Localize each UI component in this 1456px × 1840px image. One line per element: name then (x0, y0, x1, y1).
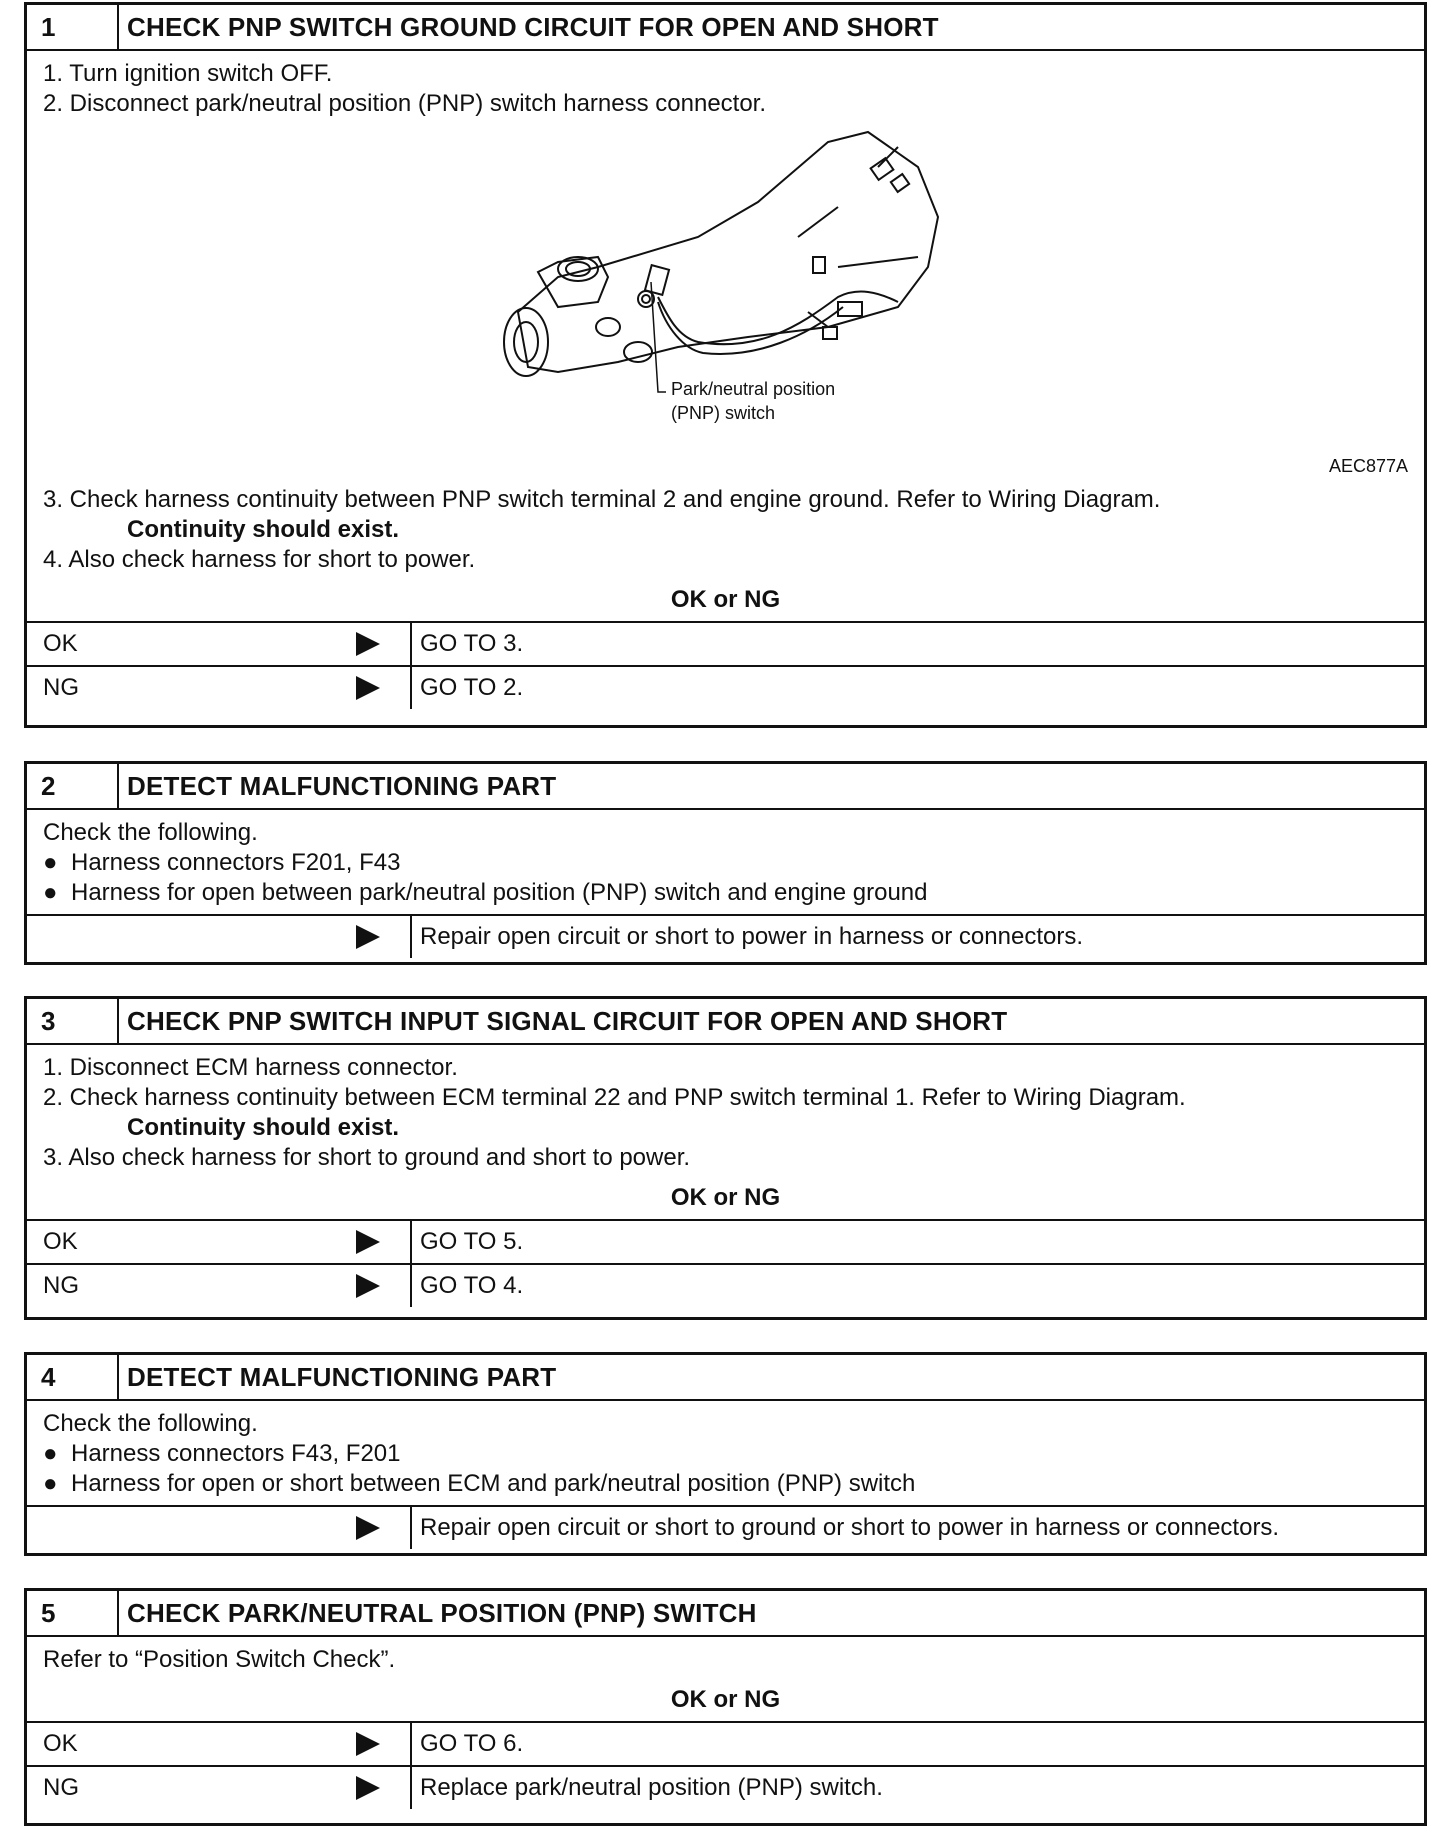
step-5 (24, 1588, 1427, 1826)
result-label: NG (43, 1774, 79, 1801)
arrow-right-icon (356, 1274, 380, 1298)
result-row-ng[interactable] (27, 1263, 1424, 1307)
step-title: CHECK PNP SWITCH INPUT SIGNAL CIRCUIT FOR OPEN AND SHORT (127, 1005, 1008, 1036)
bullet-item: ● Harness connectors F43, F201 (43, 1440, 401, 1467)
step-number: 4 (27, 1355, 119, 1399)
result-action: GO TO 5. (420, 1228, 524, 1255)
step-2 (24, 761, 1427, 965)
step-body (27, 1401, 1424, 1505)
result-row-ng[interactable] (27, 1765, 1424, 1809)
bullet-text: Harness for open between park/neutral position (PNP) switch and engine ground (71, 879, 928, 906)
step-1 (24, 2, 1427, 728)
result-row-ok[interactable] (27, 1219, 1424, 1263)
step-number: 3 (27, 999, 119, 1043)
result-action: GO TO 2. (420, 674, 524, 701)
result-action: Replace park/neutral position (PNP) switch. (420, 1774, 883, 1801)
step-title: DETECT MALFUNCTIONING PART (127, 1361, 557, 1392)
result-action: Repair open circuit or short to ground or short to power in harness or connectors. (420, 1514, 1280, 1541)
step-3 (24, 996, 1427, 1320)
result-action: GO TO 4. (420, 1272, 524, 1299)
arrow-right-icon (356, 1230, 380, 1254)
step-header (27, 999, 1424, 1045)
bullet-text: Harness connectors F201, F43 (71, 849, 401, 876)
step-header (27, 5, 1424, 51)
pnp-switch-callout (671, 377, 835, 425)
step-body (27, 1045, 1424, 1219)
result-row-ok[interactable] (27, 1721, 1424, 1765)
bullet-text: Harness for open or short between ECM and park/neutral position (PNP) switch (71, 1470, 916, 1497)
result-row[interactable] (27, 1505, 1424, 1549)
result-label: NG (43, 674, 79, 701)
bullet-item: ● Harness connectors F201, F43 (43, 849, 401, 876)
result-label: NG (43, 1272, 79, 1299)
step-title: CHECK PNP SWITCH GROUND CIRCUIT FOR OPEN AND SHORT (127, 11, 939, 42)
result-label: OK (43, 1730, 78, 1757)
step-intro: Check the following. (43, 819, 258, 846)
requirement: Continuity should exist. (127, 1114, 400, 1141)
bullet-item: ● Harness for open or short between ECM and park/neutral position (PNP) switch (43, 1470, 916, 1497)
result-action: GO TO 6. (420, 1730, 524, 1757)
instruction: 1. Disconnect ECM harness connector. (43, 1054, 458, 1081)
bullet-text: Harness connectors F43, F201 (71, 1440, 401, 1467)
result-row-ng[interactable] (27, 665, 1424, 709)
result-label: OK (43, 630, 78, 657)
arrow-right-icon (356, 676, 380, 700)
callout-line: (PNP) switch (671, 403, 776, 423)
instruction: 1. Turn ignition switch OFF. (43, 60, 333, 87)
step-body (27, 51, 1424, 621)
arrow-right-icon (356, 1776, 380, 1800)
transmission-figure (43, 119, 1408, 485)
step-header (27, 1355, 1424, 1401)
result-row-ok[interactable] (27, 621, 1424, 665)
arrow-right-icon (356, 1732, 380, 1756)
step-title: DETECT MALFUNCTIONING PART (127, 770, 557, 801)
result-action: Repair open circuit or short to power in harness or connectors. (420, 923, 1083, 950)
step-header (27, 1591, 1424, 1637)
arrow-right-icon (356, 1516, 380, 1540)
ok-or-ng-label: OK or NG (670, 1184, 781, 1211)
step-number: 2 (27, 764, 119, 808)
ok-or-ng-label: OK or NG (670, 1686, 781, 1713)
step-body (27, 1637, 1424, 1721)
ok-or-ng-label: OK or NG (670, 586, 781, 613)
arrow-right-icon (356, 632, 380, 656)
result-label: OK (43, 1228, 78, 1255)
step-intro: Check the following. (43, 1410, 258, 1437)
arrow-right-icon (356, 925, 380, 949)
result-row[interactable] (27, 914, 1424, 958)
step-4 (24, 1352, 1427, 1556)
step-number: 5 (27, 1591, 119, 1635)
step-number: 1 (27, 5, 119, 49)
figure-code: AEC877A (1328, 456, 1408, 476)
instruction: 2. Check harness continuity between ECM terminal 22 and PNP switch terminal 1. Refer to Wiring Diagram. (43, 1084, 1186, 1111)
instruction: 4. Also check harness for short to power. (43, 546, 476, 573)
bullet-item: ● Harness for open between park/neutral position (PNP) switch and engine ground (43, 879, 928, 906)
instruction: 3. Also check harness for short to ground and short to power. (43, 1144, 691, 1171)
step-header (27, 764, 1424, 810)
instruction: 2. Disconnect park/neutral position (PNP) switch harness connector. (43, 90, 767, 117)
step-body (27, 810, 1424, 914)
requirement: Continuity should exist. (127, 516, 400, 543)
callout-line: Park/neutral position (671, 379, 836, 399)
step-intro: Refer to “Position Switch Check”. (43, 1646, 396, 1673)
result-action: GO TO 3. (420, 630, 524, 657)
instruction: 3. Check harness continuity between PNP switch terminal 2 and engine ground. Refer to Wiring Diagram. (43, 486, 1161, 513)
step-title: CHECK PARK/NEUTRAL POSITION (PNP) SWITCH (127, 1597, 757, 1628)
